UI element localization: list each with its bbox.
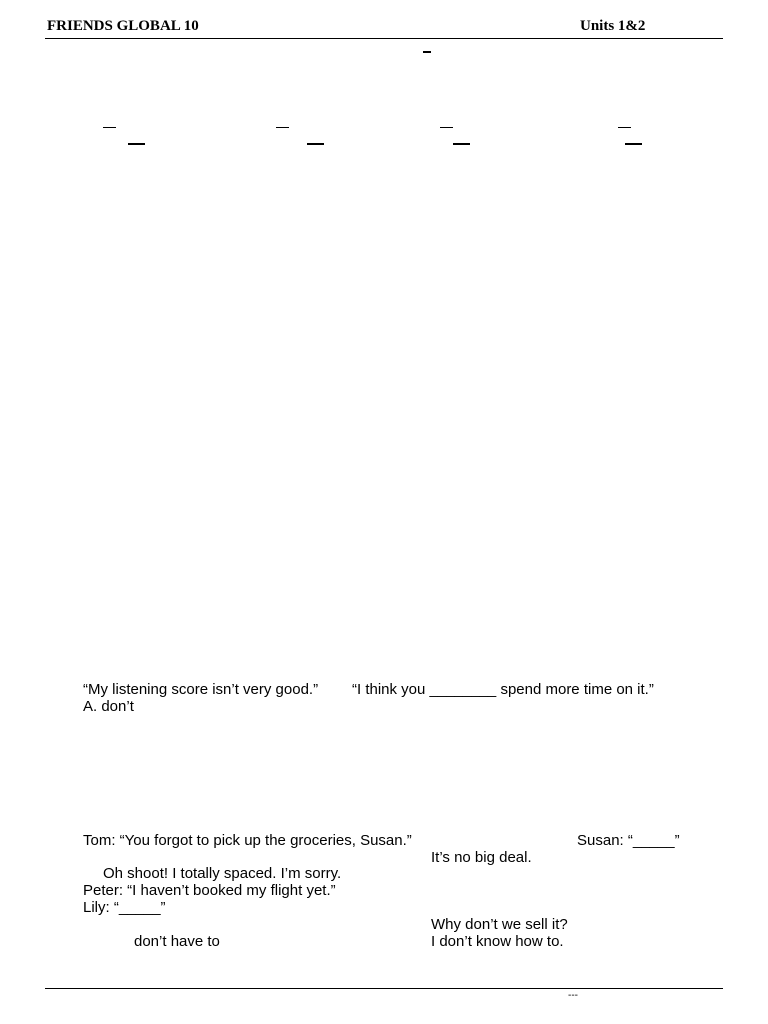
dialogue-peter: Peter: “I haven’t booked my flight yet.” (83, 882, 336, 899)
footer-divider (45, 988, 723, 989)
answer-option: I don’t know how to. (431, 933, 564, 950)
dialogue-lily: Lily: “_____” (83, 899, 166, 916)
dash-mark (276, 127, 289, 128)
answer-option-a: A. don’t (83, 698, 134, 715)
dash-mark (307, 143, 324, 145)
dash-mark (128, 143, 145, 145)
question-reply: “I think you ________ spend more time on it.” (352, 681, 654, 698)
units-label: Units 1&2 (580, 18, 646, 34)
footer-mark: --- (568, 990, 578, 1001)
answer-option: It’s no big deal. (431, 849, 532, 866)
answer-option: don’t have to (134, 933, 220, 950)
dash-mark (453, 143, 470, 145)
answer-option: Why don’t we sell it? (431, 916, 568, 933)
dash-mark (103, 127, 116, 128)
dialogue-susan: Susan: “_____” (577, 832, 680, 849)
question-prompt: “My listening score isn’t very good.” (83, 681, 319, 698)
dash-mark (618, 127, 631, 128)
dash-mark (625, 143, 642, 145)
dash-mark (423, 51, 431, 53)
header-divider (45, 38, 723, 39)
dash-mark (440, 127, 453, 128)
answer-option: Oh shoot! I totally spaced. I’m sorry. (103, 865, 342, 882)
book-title: FRIENDS GLOBAL 10 (47, 18, 199, 34)
dialogue-tom: Tom: “You forgot to pick up the groceries, Susan.” (83, 832, 412, 849)
